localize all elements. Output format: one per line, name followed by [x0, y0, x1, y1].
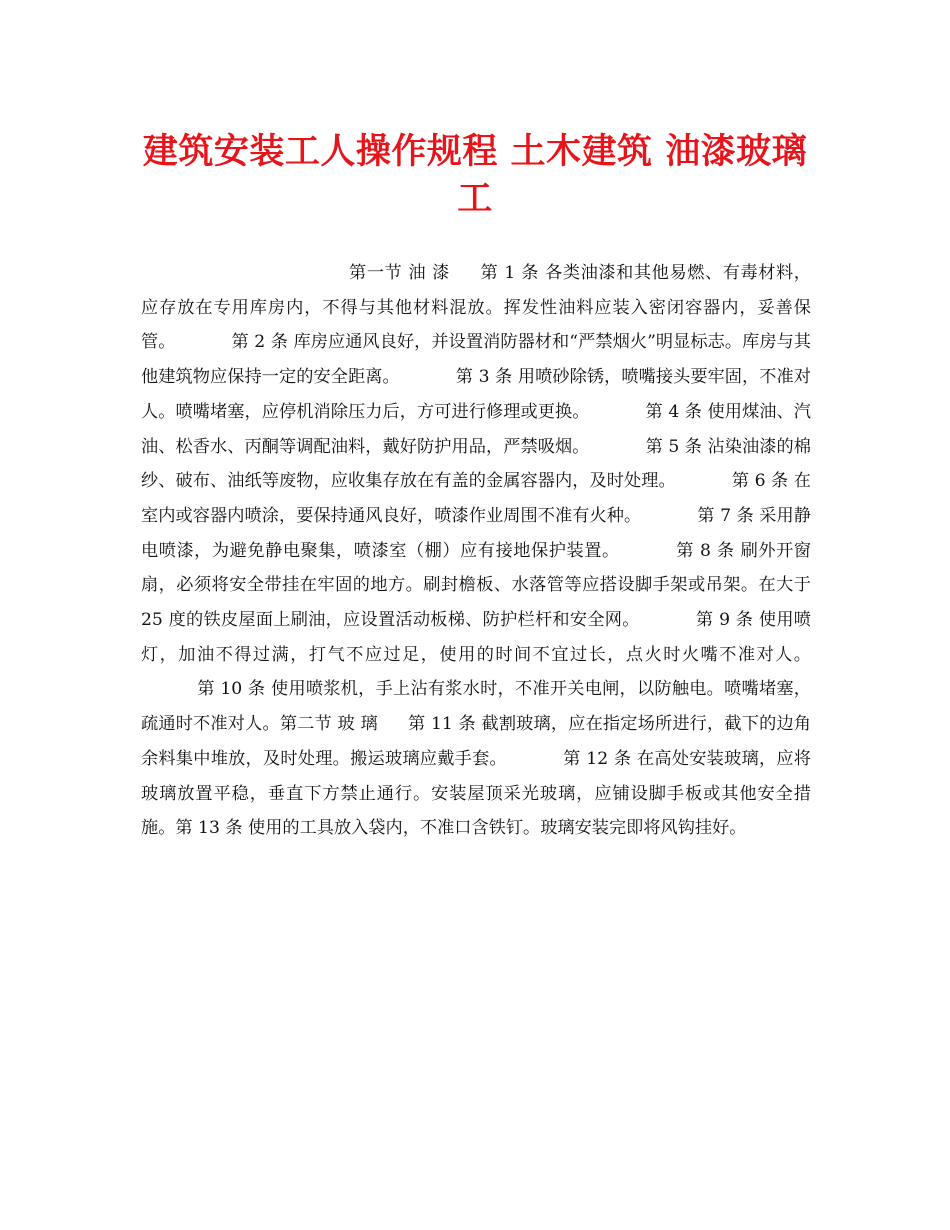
article-3: 第 3 条 用喷砂除锈，喷嘴接头要牢固，不准对人。喷嘴堵塞，应停机消除压力后，方可进行修理或更换。: [141, 367, 811, 422]
article-11: 第 11 条 截割玻璃，应在指定场所进行，截下的边角余料集中堆放，及时处理。搬运玻璃应戴手套。: [141, 714, 811, 769]
section-heading-glass: 第二节 玻 璃: [279, 714, 378, 735]
article-9: 第 9 条 使用喷灯，加油不得过满，打气不应过足，使用的时间不宜过长，点火时火嘴不准对人。: [141, 610, 811, 665]
article-6: 第 6 条 在室内或容器内喷涂，要保持通风良好，喷漆作业周围不准有火种。: [141, 471, 811, 526]
article-5: 第 5 条 沾染油漆的棉纱、破布、油纸等废物，应收集存放在有盖的金属容器内，及时处理。: [141, 436, 811, 492]
document-title: 建筑安装工人操作规程 土木建筑 油漆玻璃工: [142, 131, 808, 219]
article-1: 第 1 条 各类油漆和其他易燃、有毒材料，应存放在专用库房内，不得与其他材料混放。挥发性油料应装入密闭容器内，妥善保管。: [141, 263, 811, 353]
article-7: 第 7 条 采用静电喷漆，为避免静电聚集，喷漆室（棚）应有接地保护装置。: [141, 505, 811, 561]
section-heading-oil-paint: 第一节 油 漆: [349, 263, 450, 283]
article-12: 第 12 条 在高处安装玻璃，应将玻璃放置平稳，垂直下方禁止通行。安装屋顶采光玻璃，应铺设脚手板或其他安全措施。: [141, 748, 811, 839]
article-4: 第 4 条 使用煤油、汽油、松香水、丙酮等调配油料，戴好防护用品，严禁吸烟。: [141, 401, 811, 457]
article-8: 第 8 条 刷外开窗扇，必须将安全带挂在牢固的地方。刷封檐板、水落管等应搭设脚手架或吊架。在大于 25 度的铁皮屋面上刷油，应设置活动板梯、防护栏杆和安全网。: [141, 540, 811, 631]
body-paragraph: [141, 256, 811, 846]
document-body: [141, 256, 811, 846]
article-13: 第 13 条 使用的工具放入袋内，不准口含铁钉。玻璃安装完即将风钩挂好。: [175, 818, 747, 839]
article-10: 第 10 条 使用喷浆机，手上沾有浆水时，不准开关电闸，以防触电。喷嘴堵塞，疏通时不准对人。: [141, 679, 811, 735]
article-2: 第 2 条 库房应通风良好，并设置消防器材和“严禁烟火”明显标志。库房与其他建筑物应保持一定的安全距离。: [141, 332, 811, 388]
